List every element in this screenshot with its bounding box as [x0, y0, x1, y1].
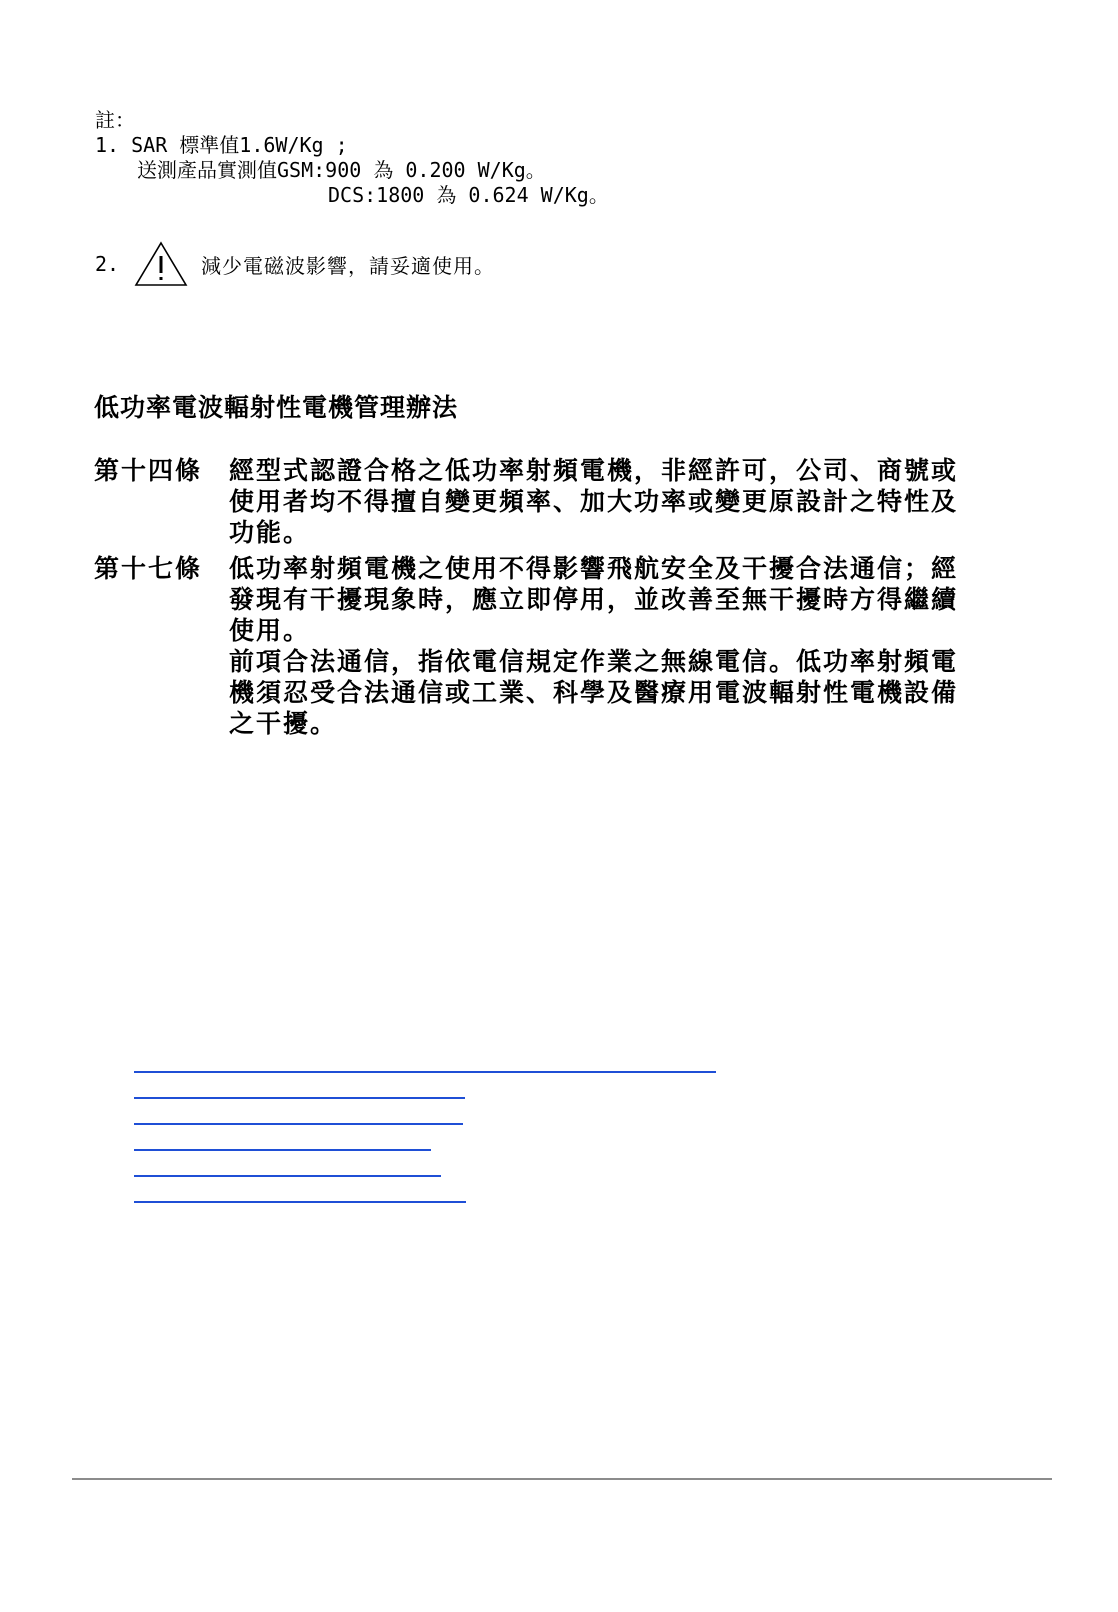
law-title: 低功率電波輻射性電機管理辦法	[94, 393, 459, 422]
notes-heading: 註：	[95, 108, 135, 132]
link-underline[interactable]	[134, 1099, 463, 1125]
link-underline[interactable]	[134, 1073, 465, 1099]
link-underline[interactable]	[134, 1177, 466, 1203]
link-underline[interactable]	[134, 1151, 441, 1177]
article-14-paragraph: 經型式認證合格之低功率射頻電機，非經許可，公司、商號或使用者均不得擅自變更頻率、加大功率或變更原設計之特性及功能。	[229, 456, 959, 547]
link-underline[interactable]	[134, 1125, 431, 1151]
article-17-paragraph-2: 前項合法通信，指依電信規定作業之無線電信。低功率射頻電機須忍受合法通信或工業、科學及醫療用電波輻射性電機設備之干擾。	[229, 647, 959, 738]
note-item-1-line-2: 送測產品實測值GSM:900 為 0.200 W/Kg。	[137, 158, 546, 182]
article-17-paragraph-1: 低功率射頻電機之使用不得影響飛航安全及干擾合法通信；經發現有干擾現象時，應立即停用，並改善至無干擾時方得繼續使用。	[229, 554, 959, 645]
article-14-label: 第十四條	[94, 456, 203, 485]
article-17	[94, 553, 1004, 739]
footer-divider	[72, 1478, 1052, 1480]
warning-triangle-icon	[133, 240, 189, 288]
notes-section	[95, 108, 795, 208]
note-item-2	[95, 238, 495, 290]
note-item-1-line-3: DCS:1800 為 0.624 W/Kg。	[328, 183, 609, 207]
note-item-2-number: 2.	[95, 252, 120, 276]
note-item-2-text: 減少電磁波影響，請妥適使用。	[201, 253, 495, 278]
article-14	[94, 455, 1004, 548]
article-17-label: 第十七條	[94, 554, 203, 583]
link-underline[interactable]	[134, 1047, 716, 1073]
article-17-body	[229, 553, 984, 739]
note-item-1-line-1: 1. SAR 標準值1.6W/Kg ;	[95, 133, 348, 157]
link-list	[134, 1047, 716, 1203]
article-14-body	[229, 455, 984, 548]
